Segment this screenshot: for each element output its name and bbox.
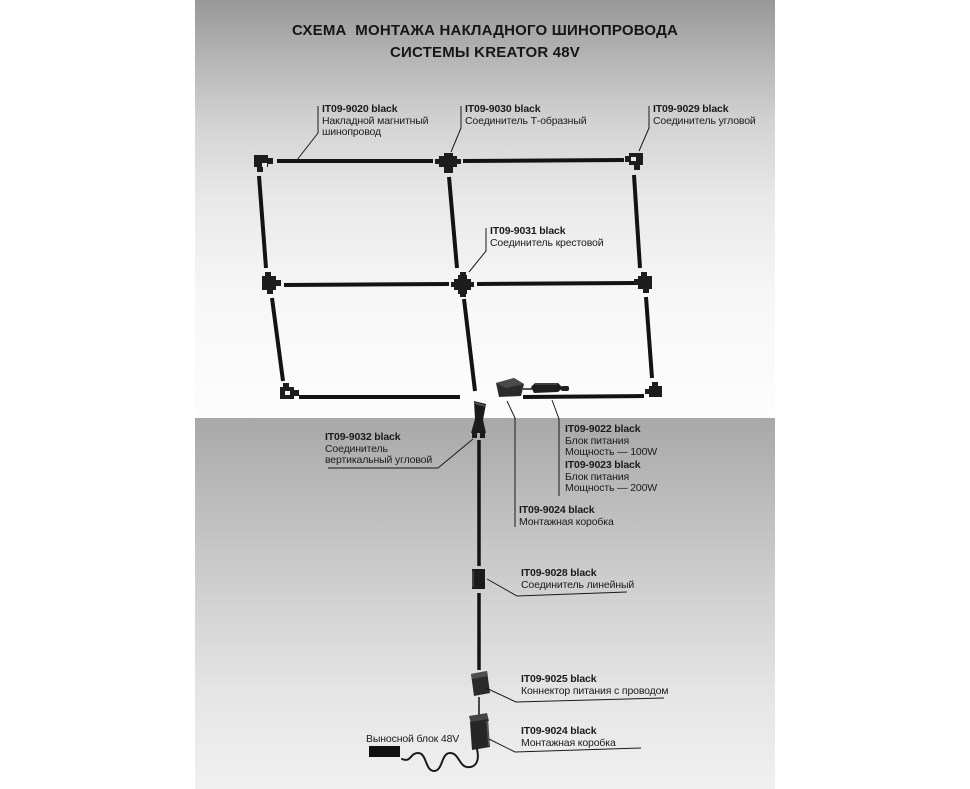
label-vertical-corner-connector xyxy=(325,432,432,467)
callout-line xyxy=(639,106,649,151)
label-mount-box-top xyxy=(519,505,614,528)
part-desc: Мощность — 200W xyxy=(565,482,658,494)
track-segment xyxy=(284,284,449,285)
label-psu-200w xyxy=(565,460,657,495)
power-connector-icon xyxy=(471,671,490,696)
part-desc: Блок питания xyxy=(565,434,629,447)
part-code: IT09-9028 black xyxy=(521,567,597,579)
part-code: IT09-9024 black xyxy=(521,725,597,737)
track-segment xyxy=(646,297,652,378)
track-segment xyxy=(463,160,624,161)
label-power-connector xyxy=(521,674,668,697)
part-desc: вертикальный угловой xyxy=(325,454,433,466)
linear-connector-icon xyxy=(472,569,485,589)
track-grid xyxy=(259,160,652,397)
power-cord xyxy=(402,749,478,771)
diagram-title-line2: СИСТЕМЫ KREATOR 48V xyxy=(389,44,581,61)
part-desc: Блок питания xyxy=(565,470,629,483)
part-code: IT09-9020 black xyxy=(322,103,398,115)
vertical-corner-connector-icon xyxy=(471,401,486,438)
part-desc: Соединитель крестовой xyxy=(490,236,604,249)
label-psu-100w xyxy=(565,424,657,459)
part-desc: Соединитель Т-образный xyxy=(465,114,587,127)
part-desc: Накладной магнитный xyxy=(322,114,429,127)
part-desc: шинопровод xyxy=(322,126,381,138)
track-segment xyxy=(272,298,283,381)
corner-connector-icon xyxy=(254,155,273,172)
track-segment xyxy=(464,299,475,391)
track-segment xyxy=(259,176,266,268)
corner-connector-icon xyxy=(645,382,662,397)
label-corner-connector xyxy=(653,104,756,127)
label-t-connector xyxy=(465,104,586,127)
track-segment xyxy=(477,283,634,284)
corner-connector-icon xyxy=(280,383,299,399)
part-desc: Соединитель xyxy=(325,442,388,455)
track-segment xyxy=(523,396,644,397)
part-code: IT09-9030 black xyxy=(465,103,541,115)
part-desc: Коннектор питания с проводом xyxy=(521,684,669,697)
corner-connector-icon xyxy=(625,153,643,170)
label-linear-connector xyxy=(521,568,634,591)
part-code: IT09-9023 black xyxy=(565,459,641,471)
part-desc: Соединитель угловой xyxy=(653,114,756,127)
part-desc: Монтажная коробка xyxy=(521,736,616,749)
part-desc: Соединитель линейный xyxy=(521,578,635,591)
t-connector-icon xyxy=(435,153,461,173)
callout-line xyxy=(297,106,318,160)
label-mount-box-bottom xyxy=(521,726,616,749)
part-code: IT09-9032 black xyxy=(325,431,401,443)
part-desc: Монтажная коробка xyxy=(519,515,614,528)
part-code: IT09-9022 black xyxy=(565,423,641,435)
track-segment xyxy=(634,175,640,268)
callout-line xyxy=(451,106,461,152)
part-code: IT09-9031 black xyxy=(490,225,566,237)
part-code: IT09-9024 black xyxy=(519,504,595,516)
callout-line xyxy=(469,228,486,272)
label-cross-connector xyxy=(490,226,603,249)
part-code: IT09-9025 black xyxy=(521,673,597,685)
diagram-title-line1: СХЕМА МОНТАЖА НАКЛАДНОГО ШИНОПРОВОДА xyxy=(291,22,679,39)
callout-line xyxy=(552,400,559,496)
t-connector-icon xyxy=(634,272,652,293)
cross-connector-icon xyxy=(451,272,474,297)
part-code: IT09-9029 black xyxy=(653,103,729,115)
callout-line xyxy=(507,401,515,527)
remote-block-icon xyxy=(369,746,400,757)
part-desc: Выносной блок 48V xyxy=(366,733,460,745)
track-segment xyxy=(449,177,457,268)
part-desc: Мощность — 100W xyxy=(565,446,658,458)
label-remote-block xyxy=(366,734,459,746)
mounting-box-icon xyxy=(496,378,524,397)
t-connector-icon xyxy=(262,272,281,294)
label-track xyxy=(322,104,428,139)
power-supply-icon xyxy=(531,383,569,393)
mounting-box-icon xyxy=(469,713,490,750)
